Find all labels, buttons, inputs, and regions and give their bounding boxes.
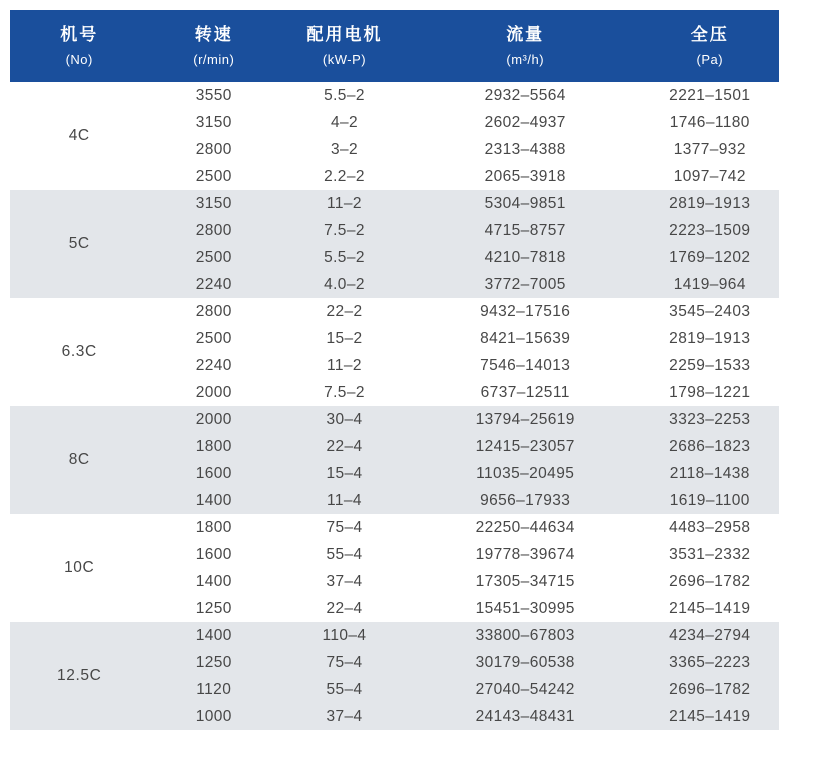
column-title: 全压: [690, 24, 729, 44]
group-no-cell: 12.5C: [10, 622, 148, 730]
value-cell: 22–2: [279, 298, 410, 325]
value-cell: 2819–1913: [641, 190, 779, 217]
column-title: 机号: [60, 24, 99, 44]
value-cell: 3772–7005: [410, 271, 641, 298]
value-cell: 2240: [148, 271, 279, 298]
value-cell: 15–2: [279, 325, 410, 352]
value-cell: 7.5–2: [279, 379, 410, 406]
column-header-motor: [279, 10, 410, 82]
value-cell: 75–4: [279, 649, 410, 676]
column-unit: (Pa): [696, 52, 724, 68]
value-cell: 1000: [148, 703, 279, 730]
column-header-flow: [410, 10, 641, 82]
value-cell: 11035–20495: [410, 460, 641, 487]
value-cell: 1250: [148, 595, 279, 622]
value-cell: 75–4: [279, 514, 410, 541]
column-unit: (r/min): [193, 52, 235, 68]
value-cell: 30–4: [279, 406, 410, 433]
value-cell: 22–4: [279, 433, 410, 460]
group-no-cell: 8C: [10, 406, 148, 514]
value-cell: 37–4: [279, 703, 410, 730]
value-cell: 1600: [148, 541, 279, 568]
table-row: [10, 82, 779, 109]
value-cell: 17305–34715: [410, 568, 641, 595]
value-cell: 2313–4388: [410, 136, 641, 163]
value-cell: 9656–17933: [410, 487, 641, 514]
value-cell: 13794–25619: [410, 406, 641, 433]
column-unit: (kW-P): [322, 52, 367, 68]
table-row: [10, 406, 779, 433]
column-title: 转速: [194, 24, 233, 44]
value-cell: 1800: [148, 514, 279, 541]
value-cell: 2602–4937: [410, 109, 641, 136]
value-cell: 1800: [148, 433, 279, 460]
group-no-cell: 4C: [10, 82, 148, 190]
value-cell: 2800: [148, 298, 279, 325]
value-cell: 2.2–2: [279, 163, 410, 190]
column-header-speed: [148, 10, 279, 82]
value-cell: 1400: [148, 568, 279, 595]
column-header-pressure: [641, 10, 779, 82]
value-cell: 2500: [148, 244, 279, 271]
value-cell: 2800: [148, 217, 279, 244]
column-title: 流量: [506, 24, 545, 44]
value-cell: 5304–9851: [410, 190, 641, 217]
value-cell: 12415–23057: [410, 433, 641, 460]
table-header: [10, 10, 779, 82]
value-cell: 4.0–2: [279, 271, 410, 298]
group-no-cell: 6.3C: [10, 298, 148, 406]
value-cell: 2819–1913: [641, 325, 779, 352]
value-cell: 4234–2794: [641, 622, 779, 649]
value-cell: 27040–54242: [410, 676, 641, 703]
value-cell: 1400: [148, 622, 279, 649]
fan-spec-table: [10, 10, 779, 730]
value-cell: 1619–1100: [641, 487, 779, 514]
value-cell: 2223–1509: [641, 217, 779, 244]
value-cell: 3323–2253: [641, 406, 779, 433]
value-cell: 19778–39674: [410, 541, 641, 568]
value-cell: 2686–1823: [641, 433, 779, 460]
value-cell: 1250: [148, 649, 279, 676]
value-cell: 22250–44634: [410, 514, 641, 541]
value-cell: 2145–1419: [641, 595, 779, 622]
value-cell: 1419–964: [641, 271, 779, 298]
value-cell: 6737–12511: [410, 379, 641, 406]
value-cell: 2696–1782: [641, 676, 779, 703]
value-cell: 1798–1221: [641, 379, 779, 406]
group-no-cell: 10C: [10, 514, 148, 622]
value-cell: 22–4: [279, 595, 410, 622]
value-cell: 1600: [148, 460, 279, 487]
table-row: [10, 622, 779, 649]
value-cell: 4210–7818: [410, 244, 641, 271]
value-cell: 1120: [148, 676, 279, 703]
header-row: [10, 10, 779, 82]
column-header-no: [10, 10, 148, 82]
value-cell: 3–2: [279, 136, 410, 163]
value-cell: 1769–1202: [641, 244, 779, 271]
column-unit: (No): [65, 52, 93, 68]
value-cell: 55–4: [279, 541, 410, 568]
value-cell: 2240: [148, 352, 279, 379]
value-cell: 3150: [148, 109, 279, 136]
value-cell: 2145–1419: [641, 703, 779, 730]
value-cell: 110–4: [279, 622, 410, 649]
value-cell: 15–4: [279, 460, 410, 487]
column-unit: (m³/h): [506, 52, 545, 68]
value-cell: 8421–15639: [410, 325, 641, 352]
table-row: [10, 190, 779, 217]
value-cell: 55–4: [279, 676, 410, 703]
value-cell: 2932–5564: [410, 82, 641, 109]
table-row: [10, 298, 779, 325]
value-cell: 7.5–2: [279, 217, 410, 244]
value-cell: 2065–3918: [410, 163, 641, 190]
value-cell: 4–2: [279, 109, 410, 136]
value-cell: 9432–17516: [410, 298, 641, 325]
value-cell: 33800–67803: [410, 622, 641, 649]
value-cell: 2000: [148, 406, 279, 433]
value-cell: 1097–742: [641, 163, 779, 190]
value-cell: 7546–14013: [410, 352, 641, 379]
value-cell: 5.5–2: [279, 244, 410, 271]
table-body: [10, 82, 779, 730]
value-cell: 3150: [148, 190, 279, 217]
value-cell: 2500: [148, 163, 279, 190]
value-cell: 5.5–2: [279, 82, 410, 109]
value-cell: 1400: [148, 487, 279, 514]
value-cell: 2221–1501: [641, 82, 779, 109]
value-cell: 4715–8757: [410, 217, 641, 244]
value-cell: 1746–1180: [641, 109, 779, 136]
value-cell: 30179–60538: [410, 649, 641, 676]
value-cell: 2800: [148, 136, 279, 163]
table-row: [10, 514, 779, 541]
value-cell: 11–2: [279, 190, 410, 217]
value-cell: 24143–48431: [410, 703, 641, 730]
value-cell: 2000: [148, 379, 279, 406]
value-cell: 3550: [148, 82, 279, 109]
value-cell: 3365–2223: [641, 649, 779, 676]
value-cell: 4483–2958: [641, 514, 779, 541]
value-cell: 37–4: [279, 568, 410, 595]
value-cell: 1377–932: [641, 136, 779, 163]
value-cell: 2500: [148, 325, 279, 352]
value-cell: 11–4: [279, 487, 410, 514]
value-cell: 2118–1438: [641, 460, 779, 487]
group-no-cell: 5C: [10, 190, 148, 298]
value-cell: 3545–2403: [641, 298, 779, 325]
value-cell: 11–2: [279, 352, 410, 379]
value-cell: 2259–1533: [641, 352, 779, 379]
value-cell: 2696–1782: [641, 568, 779, 595]
value-cell: 3531–2332: [641, 541, 779, 568]
value-cell: 15451–30995: [410, 595, 641, 622]
column-title: 配用电机: [306, 24, 383, 44]
